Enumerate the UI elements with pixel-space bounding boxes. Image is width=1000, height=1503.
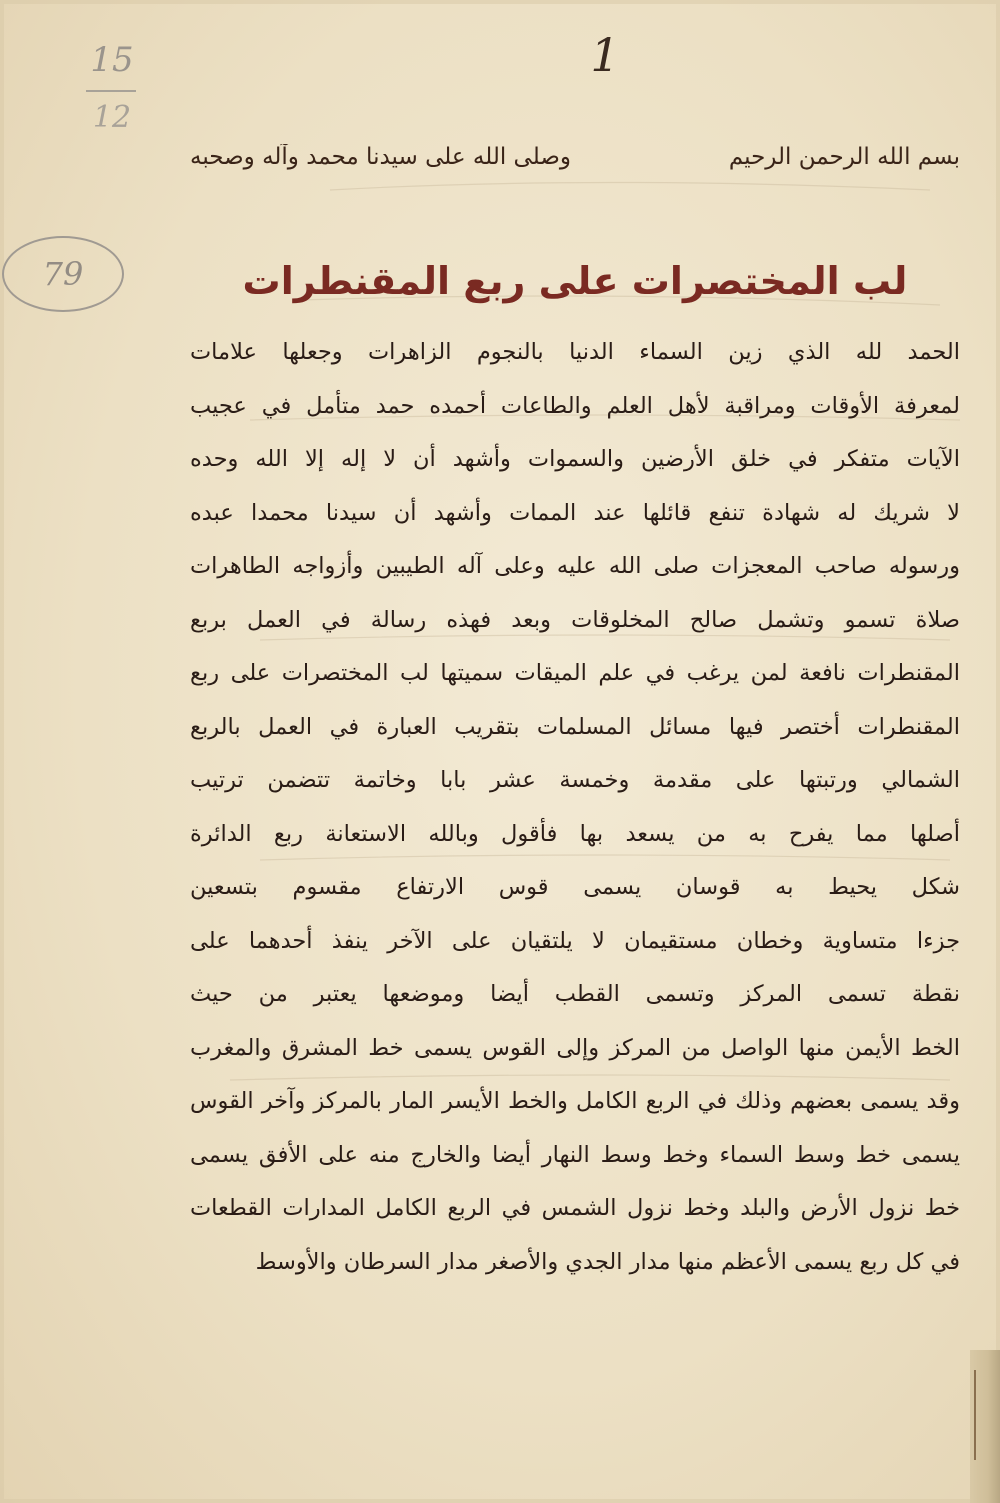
folio-number: 1 [590, 28, 620, 82]
library-stamp [2, 236, 124, 312]
basmala: بسم الله الرحمن الرحيم [728, 144, 960, 170]
header-row [190, 144, 960, 204]
text-line: الشمالي ورتبتها على مقدمة وخمسة عشر بابا وخاتمة تتضمن ترتيب [190, 767, 960, 793]
text-line: وقد يسمى بعضهم وذلك في الربع الكامل والخط الأيسر المار بالمركز وآخر القوس [190, 1088, 960, 1114]
page-edge-mark [974, 1370, 986, 1460]
text-line: خط نزول الأرض والبلد وخط نزول الشمس في الربع الكامل المدارات القطعات [190, 1195, 960, 1221]
text-line: أصلها مما يفرح به من يسعد بها فأقول وبالله الاستعانة ربع الدائرة [190, 820, 960, 847]
text-line: الآيات متفكر في خلق الأرضين والسموات وأشهد أن لا إله إلا الله وحده [190, 446, 960, 472]
text-line: نقطة تسمى المركز وتسمى القطب أيضا وموضعها يعتبر من حيث [190, 981, 960, 1007]
text-line: جزءا متساوية وخطان مستقيمان لا يلتقيان على الآخر ينفذ أحدهما على [190, 927, 960, 954]
text-line: لمعرفة الأوقات ومراقبة لأهل العلم والطاعات أحمده حمد متأمل في عجيب [190, 392, 960, 419]
text-line: ورسوله صاحب المعجزات صلى الله عليه وعلى آله الطيبين وأزواجه الطاهرات [190, 553, 960, 579]
manuscript-title: لب المختصرات على ربع المقنطرات [242, 259, 908, 303]
text-line: المقنطرات نافعة لمن يرغب في علم الميقات سميتها لب المختصرات على ربع [190, 660, 960, 686]
shelfmark-lower: 12 [92, 100, 132, 135]
text-line: لا شريك له شهادة تنفع قائلها عند الممات وأشهد أن سيدنا محمدا عبده [190, 499, 960, 526]
text-line: صلاة تسمو وتشمل صالح المخلوقات وبعد فهذه رسالة في العمل بربع [190, 606, 960, 633]
tasliya: وصلى الله على سيدنا محمد وآله وصحبه [190, 144, 571, 170]
text-line: في كل ربع يسمى الأعظم منها مدار الجدي والأصغر مدار السرطان والأوسط [255, 1248, 960, 1275]
text-line: المقنطرات أختصر فيها مسائل المسلمات بتقريب العبارة في العمل بالربع [190, 713, 960, 740]
stamp-number: 79 [42, 255, 84, 293]
manuscript-text [190, 140, 960, 1289]
text-line: يسمى خط وسط السماء وخط وسط النهار أيضا والخارج منه على الأفق يسمى [190, 1141, 960, 1168]
shelfmark-divider [86, 90, 136, 92]
text-line: الخط الأيمن منها الواصل من المركز وإلى القوس يسمى خط المشرق والمغرب [190, 1034, 960, 1061]
text-line: الحمد لله الذي زين السماء الدنيا بالنجوم الزاهرات وجعلها علامات [190, 339, 960, 365]
text-line: شكل يحيط به قوسان يسمى قوس الارتفاع مقسوم بتسعين [190, 874, 960, 900]
shelfmark-upper: 15 [90, 40, 134, 80]
